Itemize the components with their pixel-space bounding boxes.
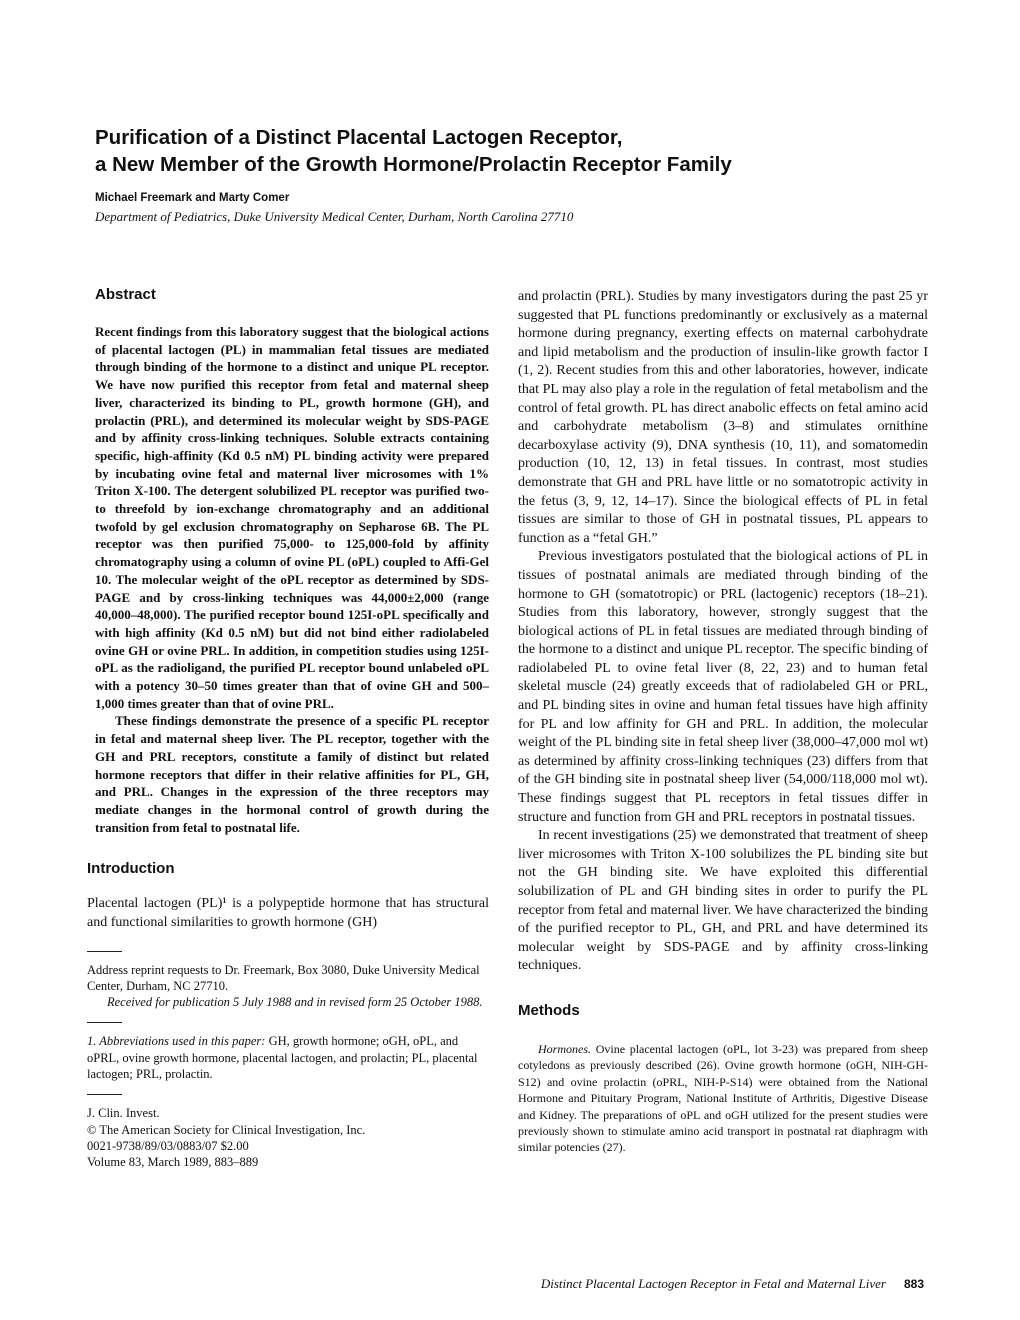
copyright: © The American Society for Clinical Investigation, Inc. (87, 1122, 366, 1137)
footnote-divider-2 (87, 1022, 122, 1023)
authors: Michael Freemark and Marty Comer (95, 192, 290, 204)
reprint-note: Address reprint requests to Dr. Freemark, Box 3080, Duke University Medical Center, Durham, NC 27710. (87, 962, 480, 993)
introduction-body (87, 895, 489, 932)
title-line-2: a New Member of the Growth Hormone/Prolactin Receptor Family (95, 153, 732, 176)
affiliation: Department of Pediatrics, Duke University Medical Center, Durham, North Carolina 27710 (95, 209, 574, 224)
abbreviations-footnote (87, 1033, 489, 1082)
right-paragraph-2: Previous investigators postulated that the biological actions of PL in tissues of postnatal animals are mediated through binding of the hormone to GH (somatotropic) or PRL (lactogenic) receptors (18–21). Studies from this laboratory, however, strongly suggest that the biological actions of PL in fetal tissues are mediated through binding of the hormone to a distinct and unique PL receptor. The specific binding of radiolabeled PL to ovine fetal liver (8, 22, 23) and to human fetal skeletal muscle (24) greatly exceeds that of radiolabeled GH or PRL, and PL binding sites in ovine and human fetal tissues have high affinity for PL and low affinity for GH and PRL. In addition, the molecular weight of the PL binding site in fetal sheep liver (38,000–47,000 mol wt) as determined by affinity cross-linking techniques (23) differs from that of the GH binding site in postnatal sheep liver (54,000/118,000 mol wt). These findings suggest that PL receptors in fetal tissues differ in structure and function from GH and PRL receptors in postnatal tissues. (518, 549, 928, 825)
introduction-continued (518, 288, 928, 976)
abstract-paragraph-1: Recent findings from this laboratory suggest that the biological actions of placental lactogen (PL) in mammalian fetal tissues are mediated through binding of the hormone to a distinct and unique PL receptor. We have now purified this receptor from fetal and maternal sheep liver, characterized its binding to PL, growth hormone (GH), and prolactin (PRL), and determined its molecular weight by SDS-PAGE and by affinity cross-linking techniques. Soluble extracts containing specific, high-affinity (Kd 0.5 nM) PL binding activity were prepared by incubating ovine fetal and maternal liver microsomes with 1% Triton X-100. The detergent solubilized PL receptor was purified two- to threefold by ion-exchange chromatography and an additional twofold by gel exclusion chromatography on Sepharose 6B. The PL receptor was then purified 75,000- to 125,000-fold by affinity chromatography using a column of ovine PL (oPL) coupled to Affi-Gel 10. The molecular weight of the oPL receptor as determined by SDS-PAGE and by cross-linking techniques was 44,000±2,000 (range 40,000–48,000). The purified receptor bound 125I-oPL specifically and with high affinity (Kd 0.5 nM) but did not bind either radiolabeled ovine GH or ovine PRL. In addition, in competition studies using 125I-oPL as the radioligand, the purified PL receptor bound unlabeled oPL with a potency 30–50 times greater than that of ovine GH and 500–1,000 times greater than that of ovine PRL. (95, 324, 489, 711)
methods-runin: Hormones. (538, 1041, 591, 1056)
received-note: Received for publication 5 July 1988 and in revised form 25 October 1988. (107, 995, 483, 1010)
journal-name: J. Clin. Invest. (87, 1106, 160, 1121)
abbreviations-label: 1. Abbreviations used in this paper: (87, 1034, 266, 1049)
left-column (87, 286, 489, 1171)
abstract-body (87, 323, 489, 836)
volume-info: Volume 83, March 1989, 883–889 (87, 1155, 259, 1170)
page-number: 883 (903, 1277, 924, 1291)
article-title (95, 124, 935, 178)
issn-price: 0021-9738/89/03/0883/07 $2.00 (87, 1138, 249, 1153)
introduction-paragraph-1: Placental lactogen (PL)¹ is a polypeptide hormone that has structural and functional similarities to growth hormone (GH) (87, 896, 489, 930)
footnote-divider-3 (87, 1094, 122, 1095)
abstract-heading: Abstract (95, 286, 156, 303)
footnote-divider (87, 951, 122, 952)
right-column (518, 288, 928, 1156)
abstract-paragraph-2: These findings demonstrate the presence of a specific PL receptor in fetal and maternal sheep liver. The PL receptor, together with the GH and PRL receptors, constitute a family of distinct but related hormone receptors that differ in their relative affinities for PL, GH, and PRL. Changes in the expression of the three receptors may mediate changes in the hormonal control of growth during the transition from fetal to postnatal life. (95, 713, 489, 835)
right-paragraph-3: In recent investigations (25) we demonstrated that treatment of sheep liver microsomes with Triton X-100 solubilizes the PL binding site but not the GH binding site. We have exploited this differential solubilization of PL and GH binding sites in order to purify the PL receptor from fetal and maternal liver. We have characterized the binding of the purified receptor to PL, GH, and PRL and have determined its molecular weight by SDS-PAGE and by affinity cross-linking techniques. (518, 828, 928, 974)
methods-heading: Methods (518, 1001, 580, 1019)
introduction-heading: Introduction (87, 860, 175, 878)
methods-body (518, 1041, 928, 1156)
methods-hormones-text: Ovine placental lactogen (oPL, lot 3-23) was prepared from sheep cotyledons as previously described (26). Ovine growth hormone (oGH, NIH-GH-S12) and ovine prolactin (oPRL, NIH-P-S14) were obtained from the National Hormone and Pituitary Program, National Institute of Arthritis, Digestive Disease and Kidney. The preparations of oPL and oGH utilized for the present studies were previously shown to stimulate amino acid transport in postnatal rat diaphragm with similar potencies (27). (518, 1041, 928, 1155)
abbreviations-text: GH, growth hormone; oGH, oPL, and oPRL, ovine growth hormone, placental lactogen, and prolactin; PL, placental lactogen; PRL, prolactin. (87, 1034, 478, 1082)
running-title: Distinct Placental Lactogen Receptor in Fetal and Maternal Liver (540, 1276, 886, 1291)
methods-hormones-paragraph (518, 1041, 928, 1156)
right-paragraph-1: and prolactin (PRL). Studies by many investigators during the past 25 yr suggested that PL functions predominantly or exclusively as a maternal hormone during pregnancy, exerting effects on maternal carbohydrate and lipid metabolism and the production of insulin-like growth factor I (1, 2). Recent studies from this and other laboratories, however, indicate that PL may also play a role in the regulation of fetal metabolism and the control of fetal growth. PL has direct anabolic effects on fetal amino acid and carbohydrate metabolism (3–8) and stimulates ornithine decarboxylase activity (9), DNA synthesis (10, 11), and somatomedin production (10, 12, 13) in fetal tissues. In contrast, most studies demonstrate that GH and PRL have little or no somatotropic activity in the fetus (3, 9, 12, 14–17). Since the biological effects of PL in fetal tissues are similar to those of GH in postnatal tissues, PL appears to function as a “fetal GH.” (518, 289, 928, 546)
title-line-1: Purification of a Distinct Placental Lactogen Receptor, (95, 126, 623, 149)
running-footer (484, 1276, 924, 1292)
